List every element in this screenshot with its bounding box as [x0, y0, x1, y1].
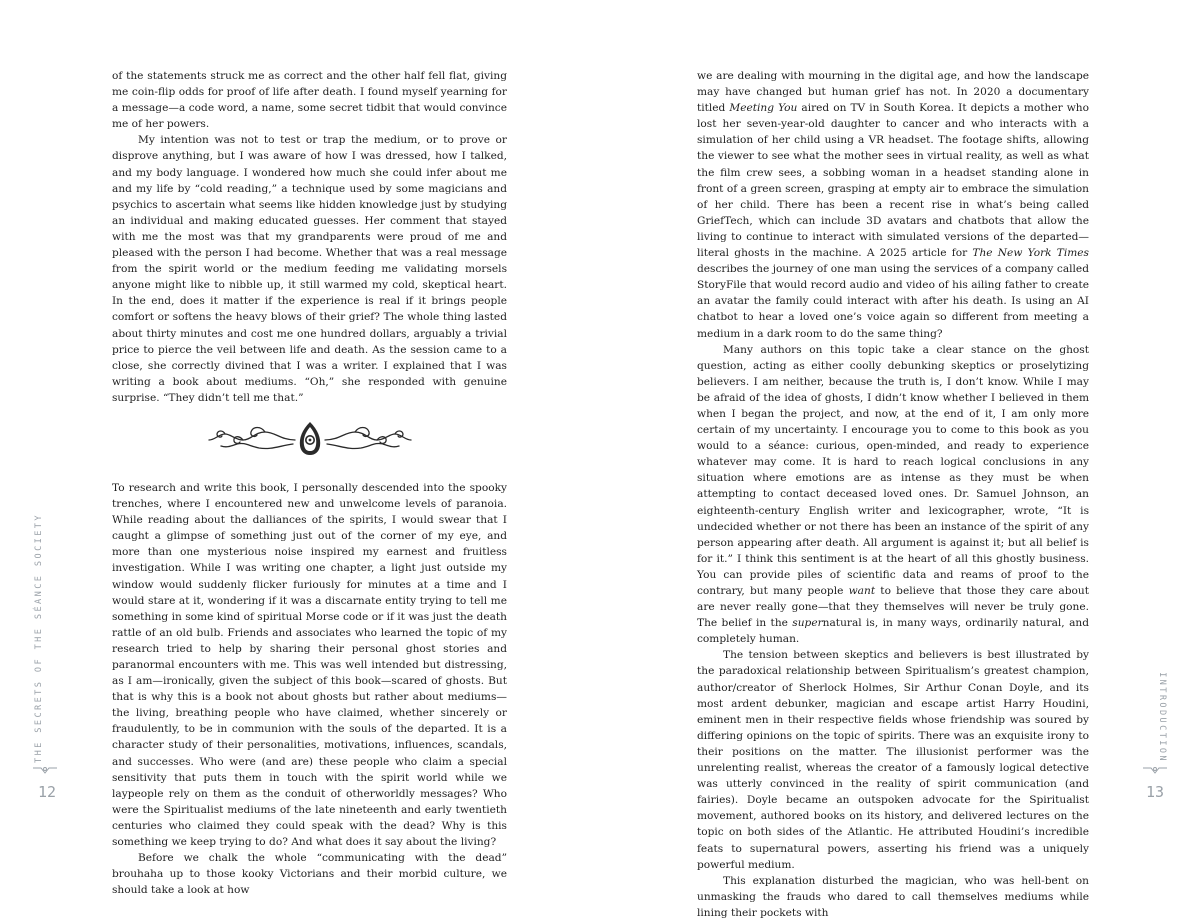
paragraph: To research and write this book, I personally descended into the spooky trenches, where I encountered new and unwelcome levels of paranoia. While reading about the dalliances of the spirits, I would swear that I caught a glimpse of something just out of the corner of my eye, and more than one mysterious noise inspired my earnest and fruitless investigation. While I was writing one chapter, a light just outside my window would suddenly flicker furiously for minutes at a time and I would stare at it, wondering if it was a discarnate entity trying to tell me something in some kind of spiritual Morse code or if it was just the death rattle of an old bulb. Friends and associates who learned the topic of my research tried to help by sharing their personal ghost stories and paranormal encounters with me. This was well intended but distressing, as I am—ironically, given the subject of this book—scared of ghosts. But that is why this is a book not about ghosts but rather about mediums—the living, breathing people who have claimed, whether sincerely or fraudulently, to be in communion with the souls of the departed. It is a character study of their personalities, motivations, influences, scandals, and successes. Who were (and are) these people who claim a special sensitivity that puts them in touch with the spirit world while we laypeople rely on them as the conduit of otherworldly messages? Who were the Spiritualist mediums of the late nineteenth and early twentieth centuries who claimed they could speak with the dead? Why is this something we keep trying to do? And what does it say about the living?	[112, 481, 507, 849]
paragraph: My intention was not to test or trap the medium, or to prove or disprove anything, but I was aware of how I was dressed, how I talked, and my body language. I wondered how much she could infer about me and my life by “cold reading,” a technique used by some magicians and psychics to ascertain what seems like hidden knowledge just by studying an individual and making educated guesses. Her comment that stayed with me the most was that my grandparents were proud of me and pleased with the person I had become. Whether that was a real message from the spirit world or the medium feeding me validating morsels anyone might like to nibble up, it still warmed my cold, skeptical heart. In the end, does it matter if the experience is real if it brings people comfort or softens the heavy blows of their grief? The whole thing lasted about thirty minutes and cost me one hundred dollars, arguably a trivial price to pierce the veil between life and death. As the session came to a close, she correctly divined that I was a writer. I explained that I was writing a book about mediums. “Oh,” she responded with genuine surprise. “They didn’t tell me that.”	[112, 134, 507, 404]
paragraph: we are dealing with mourning in the digital age, and how the landscape may have changed but human grief has not. In 2020 a documentary titled Meeting You aired on TV in South Korea. It depicts a mother who lost her seven-year-old daughter to cancer and who interacts with a simulation of her child using a VR headset. The footage shifts, allowing the viewer to see what the mother sees in virtual reality, as well as what the film crew sees, a sobbing woman in a headset standing alone in front of a green screen, grasping at empty air to embrace the simulation of her child. There has been a recent rise in what’s being called GriefTech, which can include 3D avatars and chatbots that allow the living to continue to interact with simulated versions of the departed—literal ghosts in the machine. A 2025 article for The New York Times describes the journey of one man using the services of a company called StoryFile that would record audio and video of his ailing father to create an avatar the family could interact with after his death. Is using an AI chatbot to hear a loved one’s voice again so different from meeting a medium in a dark room to do the same thing?	[697, 70, 1089, 340]
left-page	[0, 0, 600, 897]
left-text-column	[112, 68, 507, 898]
paragraph: The tension between skeptics and believers is best illustrated by the paradoxical relationship between Spiritualism’s greatest champion, author/creator of Sherlock Holmes, Sir Arthur Conan Doyle, and its most ardent debunker, magician and escape artist Harry Houdini, eminent men in their respective fields whose friendship was soured by differing opinions on the topic of spirits. There was an exquisite irony to their positions on the matter. The illusionist performer was the unrelenting realist, whereas the creator of a famously logical detective was utterly convinced in the reality of spirit communication (and fairies). Doyle became an outspoken advocate for the Spiritualist movement, authored books on its history, and delivered lectures on the topic on both sides of the Atlantic. He attributed Houdini’s incredible feats to supernatural powers, asserting his friend was a uniquely powerful medium.	[697, 649, 1089, 871]
planchette-ornament-icon	[205, 418, 415, 458]
right-text-column	[697, 68, 1089, 921]
right-page	[600, 0, 1200, 919]
emphasis: want	[848, 585, 876, 597]
film-title: Meeting You	[729, 102, 798, 115]
paragraph: This explanation disturbed the magician, who was hell-bent on unmasking the frauds who dared to call themselves mediums while lining their pockets with	[697, 874, 1089, 919]
folio-emblem-icon	[1142, 765, 1168, 775]
paragraph: Many authors on this topic take a clear stance on the ghost question, acting as either coolly debunking skeptics or proselytizing believers. I am neither, because the truth is, I don’t know. While I may be afraid of the idea of ghosts, I didn’t know whether I believed in them when I began the project, and now, at the end of it, I am only more certain of my uncertainty. I encourage you to come to this book as you would to a séance: curious, open-minded, and ready to experience whatever may come. It is hard to reach logical conclusions in any situation where emotions are as intense as they must be when attempting to contact deceased loved ones. Dr. Samuel Johnson, an eighteenth-century English writer and lexicographer, wrote, “It is undecided whether or not there has been an instance of the spirit of any person appearing after death. All argument is against it; but all belief is for it.” I think this sentiment is at the heart of all this ghostly business. You can provide piles of scientific data and reams of proof to the contrary, but many people want to believe that those they care about are never really gone—that they themselves will never be truly gone. The belief in the supernatural is, in many ways, ordinarily natural, and completely human.	[697, 343, 1089, 646]
running-head: INTRODUCTION	[1157, 672, 1167, 763]
paragraph: of the statements struck me as correct and the other half fell flat, giving me coin-flip odds for proof of life after death. I found myself yearning for a message—a code word, a name, some secret tidbit that would convince me of her powers.	[112, 70, 507, 131]
running-head: THE SECRETS OF THE SÉANCE SOCIETY	[34, 513, 44, 763]
emphasis: super	[792, 617, 823, 630]
paragraph: Before we chalk the whole “communicating with the dead” brouhaha up to those kooky Victorians and their morbid culture, we should take a look at how	[112, 852, 507, 897]
page-number: 13	[1145, 783, 1164, 801]
folio-emblem-icon	[32, 765, 58, 775]
page-number: 12	[38, 783, 57, 801]
publication-title: The New York Times	[972, 247, 1089, 260]
